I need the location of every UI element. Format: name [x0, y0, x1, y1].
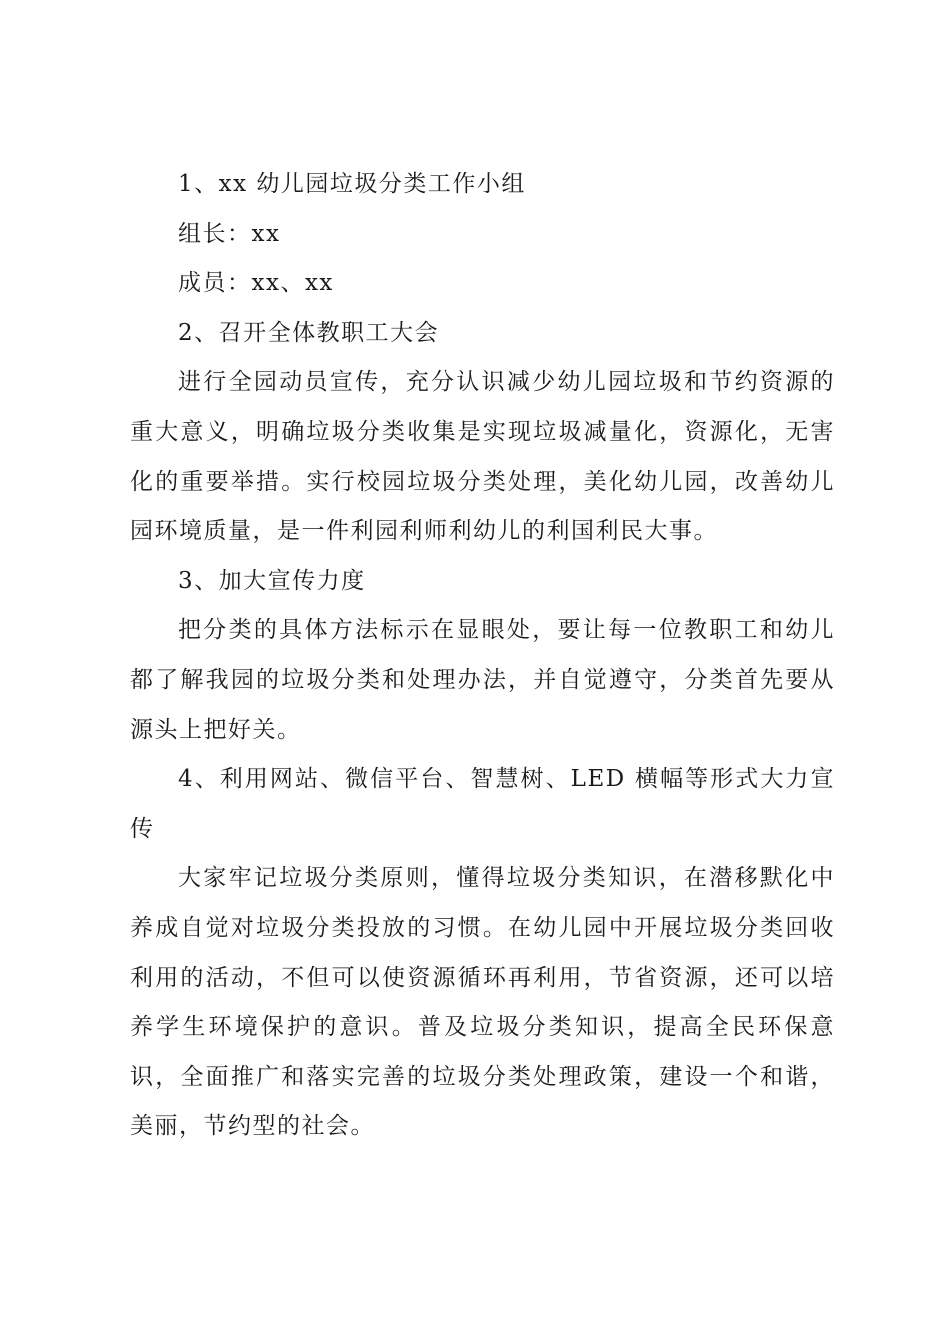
- paragraph-leader: 组长：xx: [178, 220, 281, 247]
- paragraph-publicity-heading: 3、加大宣传力度: [178, 567, 366, 594]
- paragraph-group-heading: 1、xx 幼儿园垃圾分类工作小组: [178, 171, 526, 197]
- paragraph-platforms-heading: 4、利用网站、微信平台、智慧树、LED 横幅等形式大力宣传: [130, 766, 835, 842]
- paragraph-staff-meeting-body: 进行全园动员宣传，充分认识减少幼儿园垃圾和节约资源的重大意义，明确垃圾分类收集是实现垃圾减量化，资源化，无害化的重要举措。实行校园垃圾分类处理，美化幼儿园，改善幼儿园环境质量，是一件利园利师利幼儿的利国利民大事。: [130, 369, 835, 545]
- paragraph-staff-meeting-heading: 2、召开全体教职工大会: [178, 319, 440, 346]
- paragraph-platforms-body: 大家牢记垃圾分类原则，懂得垃圾分类知识，在潜移默化中养成自觉对垃圾分类投放的习惯。在幼儿园中开展垃圾分类回收利用的活动，不但可以使资源循环再利用，节省资源，还可以培养学生环境保护的意识。普及垃圾分类知识，提高全民环保意识，全面推广和落实完善的垃圾分类处理政策，建设一个和谐，美丽，节约型的社会。: [130, 865, 835, 1140]
- paragraph-publicity-body: 把分类的具体方法标示在显眼处，要让每一位教职工和幼儿都了解我园的垃圾分类和处理办法，并自觉遵守，分类首先要从源头上把好关。: [130, 617, 835, 743]
- document-body: [130, 160, 835, 1152]
- paragraph-members: 成员：xx、xx: [178, 270, 334, 297]
